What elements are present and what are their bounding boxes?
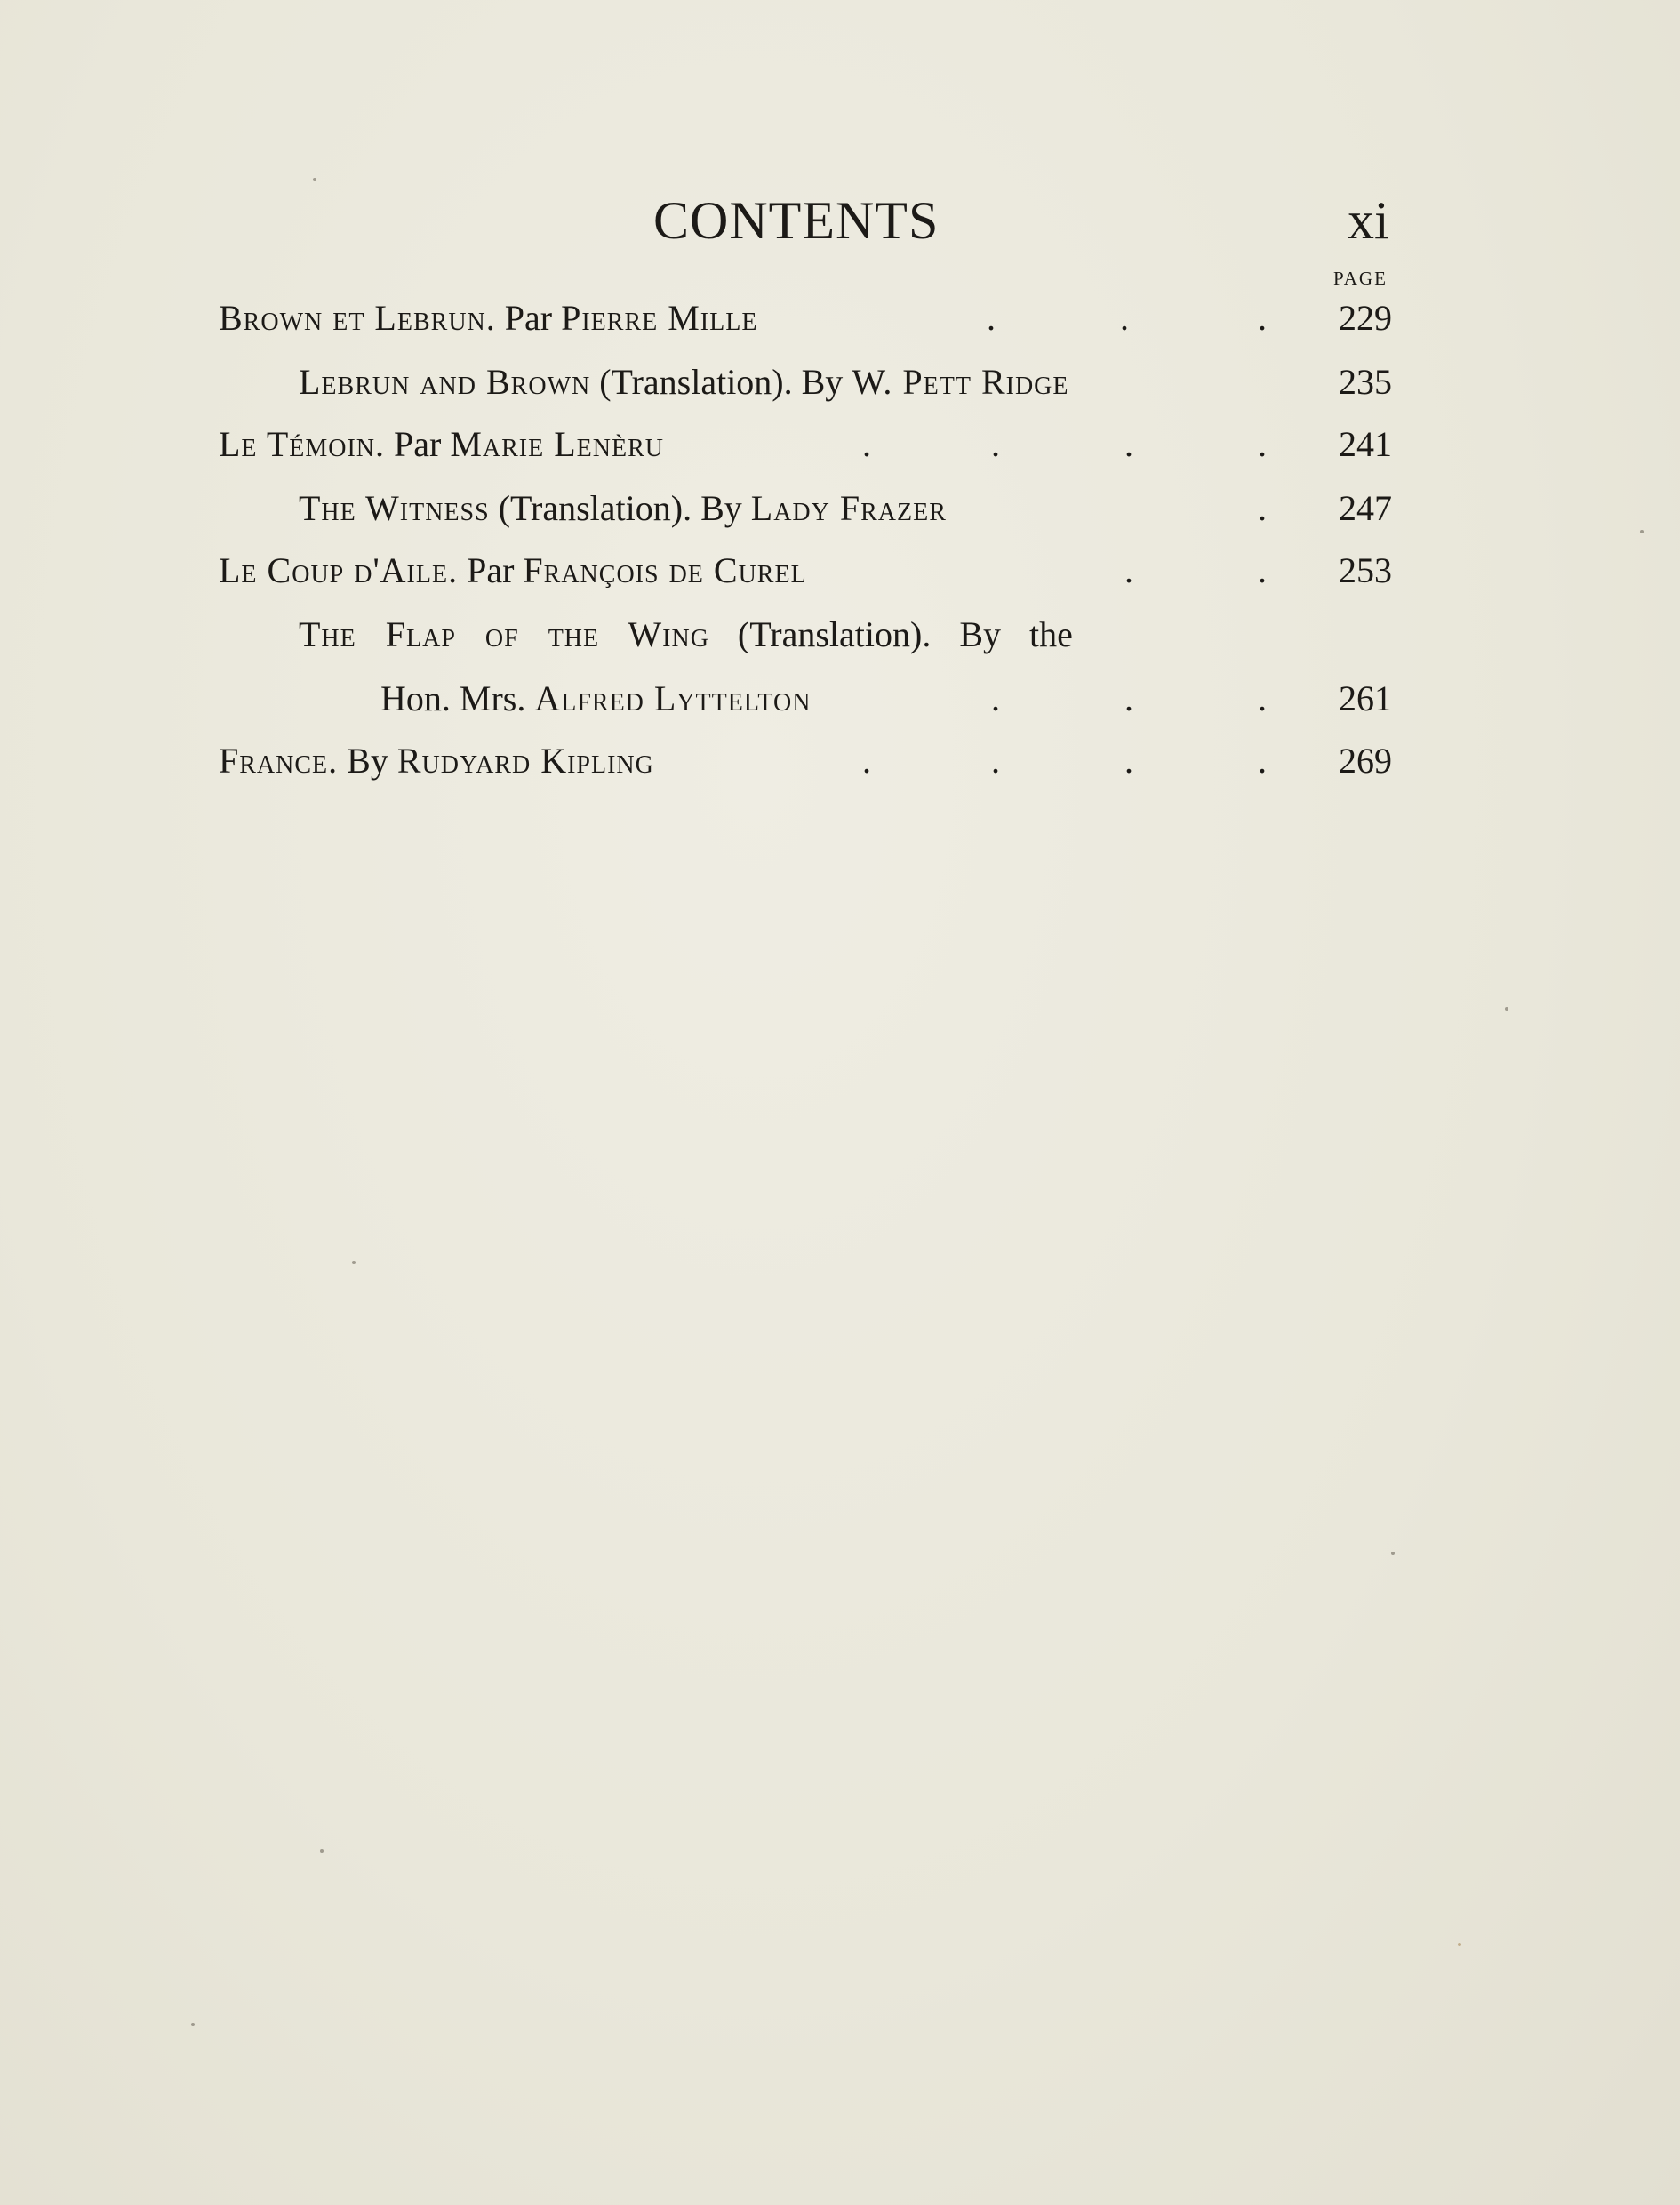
entry-author-prefix: Hon. Mrs.: [380, 678, 526, 718]
entry-by: Par: [394, 424, 442, 464]
paper-speck: [1505, 1007, 1508, 1011]
leader-dot: .: [1258, 550, 1267, 590]
leader-dot: .: [991, 424, 1000, 464]
toc-entry[interactable]: [0, 539, 1680, 603]
leader-dot: .: [1120, 298, 1129, 338]
leader-dot: .: [1258, 424, 1267, 464]
entry-title: Lebrun and Brown: [299, 362, 591, 402]
page-number: 235: [1339, 362, 1392, 402]
entry-author: Rudyard Kipling: [396, 741, 654, 781]
toc-entry[interactable]: [0, 413, 1680, 477]
entry-author: W. Pett Ridge: [852, 362, 1069, 402]
toc-entry[interactable]: [0, 603, 1680, 667]
entry-title: The Flap of the Wing: [299, 614, 709, 654]
paper-speck: [1640, 530, 1644, 533]
leader-dot: .: [1258, 298, 1267, 338]
entry-note: (Translation).: [737, 614, 932, 654]
leader-dot: .: [1124, 741, 1133, 781]
entry-note: (Translation).: [599, 362, 793, 402]
entry-by: Par: [504, 298, 553, 338]
paper-speck: [1391, 1552, 1395, 1555]
toc-entry-continuation[interactable]: [0, 667, 1680, 731]
entry-author: Alfred Lyttelton: [534, 678, 812, 718]
entry-title: Le Coup d'Aile.: [219, 550, 459, 590]
entry-author: Marie Lenèru: [450, 424, 664, 464]
page-number: 261: [1339, 678, 1392, 718]
leader-dot: .: [1258, 678, 1267, 718]
entry-by: By the: [959, 614, 1073, 654]
paper-speck: [191, 2023, 195, 2026]
page-number: 247: [1339, 488, 1392, 528]
page-title: CONTENTS: [653, 191, 940, 250]
entry-title: France.: [219, 741, 339, 781]
entry-title: The Witness: [299, 488, 490, 528]
page-column-label: PAGE: [1333, 268, 1388, 289]
page-number: 269: [1339, 741, 1392, 781]
paper-speck: [320, 1849, 324, 1853]
entry-author: François de Curel: [523, 550, 807, 590]
entry-by: Par: [467, 550, 515, 590]
entry-author: Pierre Mille: [561, 298, 758, 338]
leader-dot: .: [862, 741, 871, 781]
toc-entry[interactable]: [0, 350, 1680, 414]
leader-dot: .: [991, 678, 1000, 718]
entry-by: By: [801, 362, 844, 402]
leader-dot: .: [987, 298, 996, 338]
entry-by: By: [347, 741, 388, 781]
toc-entry[interactable]: [0, 477, 1680, 541]
entry-title: Brown et Lebrun.: [219, 298, 496, 338]
page-number: 241: [1339, 424, 1392, 464]
paper-speck: [313, 178, 316, 181]
entry-author: Lady Frazer: [750, 488, 947, 528]
folio-number: xi: [1348, 191, 1389, 250]
toc-entry[interactable]: [0, 286, 1680, 350]
leader-dot: .: [1258, 488, 1267, 528]
leader-dot: .: [1124, 424, 1133, 464]
paper-speck: [352, 1261, 356, 1264]
leader-dot: .: [1124, 550, 1133, 590]
leader-dot: .: [862, 424, 871, 464]
paper-speck: [1458, 1943, 1461, 1946]
leader-dot: .: [991, 741, 1000, 781]
entry-note: (Translation).: [498, 488, 692, 528]
leader-dot: .: [1258, 741, 1267, 781]
leader-dot: .: [1124, 678, 1133, 718]
toc-entry[interactable]: [0, 729, 1680, 793]
page-number: 229: [1339, 298, 1392, 338]
entry-title: Le Témoin.: [219, 424, 386, 464]
entry-by: By: [700, 488, 742, 528]
page-number: 253: [1339, 550, 1392, 590]
